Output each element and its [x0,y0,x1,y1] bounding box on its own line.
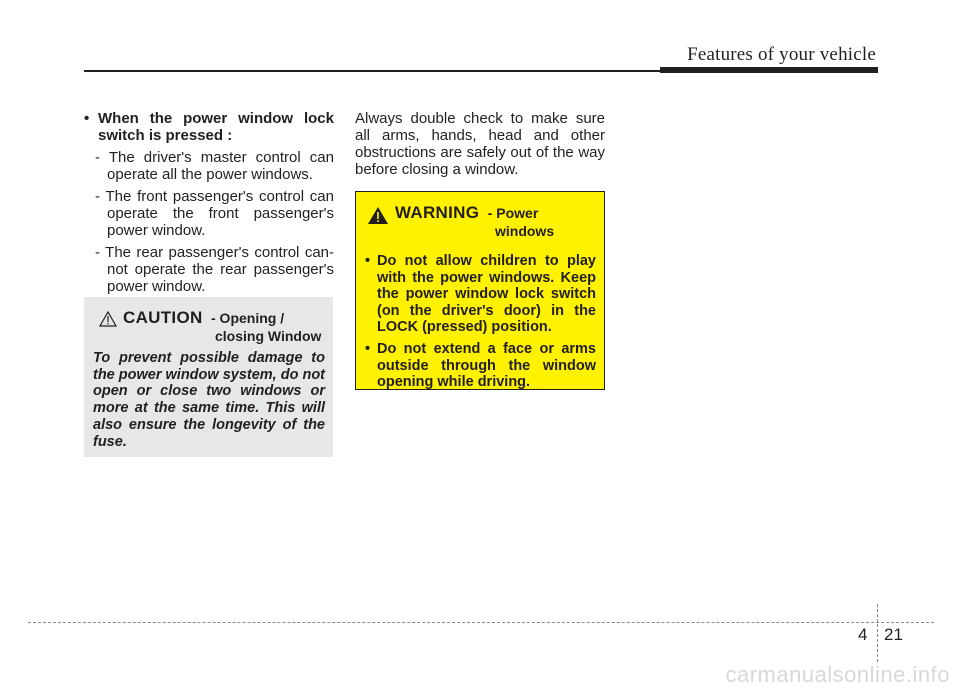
right-intro-text: Always double check to make sure all arms, hands, head and other obstructions are safely out of the way before closing a window. [355,110,605,178]
warning-heading [365,204,596,239]
sub-item-front-passenger: - The front passenger's control can operate the front passenger's power window. [95,188,334,239]
caution-heading [93,309,325,344]
bullet-text: When the power window lock switch is pressed : [98,110,334,144]
watermark: carmanualsonline.info [725,662,950,687]
left-column [84,110,334,295]
page-section-number: 4 [858,625,868,644]
warning-item [365,341,596,391]
caution-triangle-icon [99,311,117,327]
caution-subtitle-2: closing Window [215,328,322,344]
bullet-dot: • [365,253,371,269]
warning-list [365,253,596,391]
bullet-item [84,110,334,144]
caution-label: CAUTION [123,308,203,327]
warning-item-text: Do not extend a face or arms outside through the window opening while driving. [377,340,596,391]
warning-item-text: Do not allow children to play with the power windows. Keep the power window lock switch (on the driver's door) in the LOCK (pressed) position. [377,253,596,336]
caution-text: To prevent possible damage to the power window system, do not open or close two windows or more at the same time. This will also ensure the longevity of the fuse. [93,350,326,450]
warning-box [355,191,605,390]
warning-item [365,253,596,336]
footer-rule [28,622,934,623]
sub-item-rear-passenger: - The rear passenger's control can- not operate the rear passenger's power window. [95,244,334,295]
warning-label: WARNING [395,203,480,222]
page-number: 21 [884,625,903,644]
caution-box [84,297,333,457]
sub-item-driver: - The driver's master control can operate all the power windows. [95,149,334,183]
warning-subtitle-1: - Power [487,205,539,221]
footer-divider [877,604,878,662]
page-header-title: Features of your vehicle [687,44,876,65]
header-rule [84,70,664,72]
caution-subtitle-1: - Opening / [211,310,285,326]
bullet-dot: • [84,110,90,127]
warning-subtitle-2: windows [495,223,555,239]
warning-triangle-icon [367,206,389,225]
bullet-dot: • [365,340,371,357]
header-rule-accent [660,67,878,73]
